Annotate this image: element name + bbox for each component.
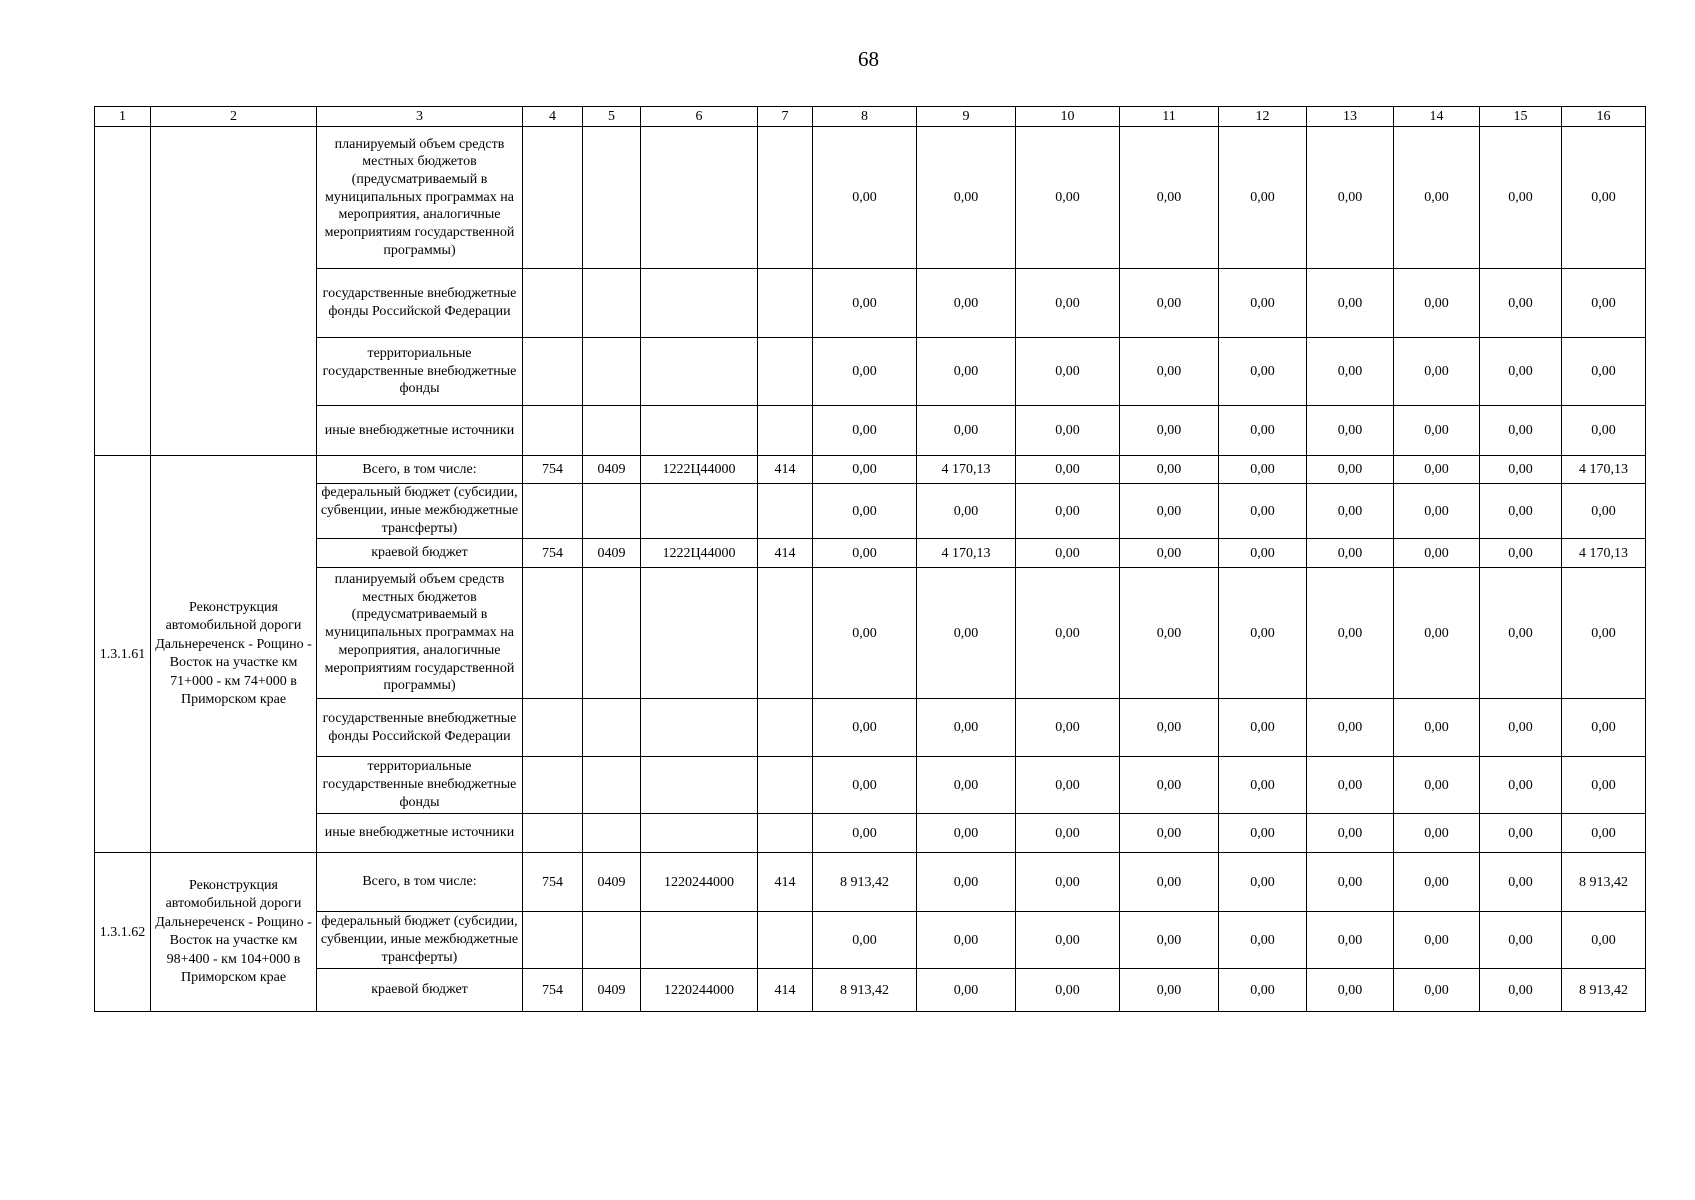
value-cell: 0,00: [1016, 406, 1120, 456]
funding-source-cell: Всего, в том числе:: [317, 853, 523, 912]
value-cell: 0,00: [1016, 484, 1120, 539]
value-cell: 0,00: [813, 456, 917, 484]
table-row: [95, 456, 1646, 484]
value-cell: 0,00: [813, 539, 917, 568]
target-code-cell: [641, 406, 758, 456]
expense-type-cell: [758, 757, 813, 814]
value-cell: 0,00: [1307, 912, 1394, 969]
target-code-cell: [641, 568, 758, 699]
funding-source-cell: государственные внебюджетные фонды Российской Федерации: [317, 269, 523, 338]
value-cell: 0,00: [813, 406, 917, 456]
value-cell: 0,00: [1016, 456, 1120, 484]
value-cell: 0,00: [1120, 338, 1219, 406]
admin-code-cell: 754: [523, 853, 583, 912]
value-cell: 0,00: [1394, 127, 1480, 269]
value-cell: 0,00: [1562, 814, 1646, 853]
table-row: [95, 338, 1646, 406]
value-cell: 0,00: [1219, 757, 1307, 814]
value-cell: 0,00: [917, 699, 1016, 757]
target-code-cell: 1222Ц44000: [641, 539, 758, 568]
value-cell: 0,00: [1016, 269, 1120, 338]
expense-type-cell: [758, 568, 813, 699]
value-cell: 4 170,13: [917, 539, 1016, 568]
admin-code-cell: [523, 699, 583, 757]
admin-code-cell: [523, 484, 583, 539]
value-cell: 0,00: [1219, 912, 1307, 969]
value-cell: 0,00: [1394, 539, 1480, 568]
header-row: [95, 107, 1646, 127]
value-cell: 0,00: [1219, 853, 1307, 912]
value-cell: 0,00: [1394, 912, 1480, 969]
table-body: [95, 127, 1646, 1012]
value-cell: 0,00: [1016, 969, 1120, 1012]
value-cell: 0,00: [813, 484, 917, 539]
value-cell: 0,00: [1562, 757, 1646, 814]
section-code-cell: [583, 757, 641, 814]
value-cell: 0,00: [1307, 269, 1394, 338]
admin-code-cell: [523, 814, 583, 853]
value-cell: 0,00: [1480, 699, 1562, 757]
value-cell: 0,00: [1562, 338, 1646, 406]
value-cell: 0,00: [1016, 338, 1120, 406]
column-header: 3: [317, 107, 523, 127]
value-cell: 0,00: [1016, 757, 1120, 814]
value-cell: 0,00: [1219, 568, 1307, 699]
expense-type-cell: [758, 338, 813, 406]
target-code-cell: 1220244000: [641, 969, 758, 1012]
value-cell: 0,00: [1120, 568, 1219, 699]
value-cell: 0,00: [1394, 814, 1480, 853]
value-cell: 0,00: [1307, 127, 1394, 269]
value-cell: 0,00: [917, 338, 1016, 406]
section-code-cell: [583, 484, 641, 539]
value-cell: 0,00: [917, 912, 1016, 969]
value-cell: 0,00: [1219, 969, 1307, 1012]
funding-source-cell: планируемый объем средств местных бюджетов (предусматриваемый в муниципальных программах на мероприятия, аналогичные мероприятиям государственной программы): [317, 568, 523, 699]
item-name-cell: [151, 127, 317, 456]
value-cell: 0,00: [1120, 127, 1219, 269]
value-cell: 0,00: [1480, 539, 1562, 568]
expense-type-cell: [758, 269, 813, 338]
value-cell: 0,00: [917, 127, 1016, 269]
value-cell: 0,00: [1394, 969, 1480, 1012]
funding-source-cell: территориальные государственные внебюджетные фонды: [317, 338, 523, 406]
value-cell: 0,00: [1120, 814, 1219, 853]
value-cell: 0,00: [813, 338, 917, 406]
expense-type-cell: 414: [758, 456, 813, 484]
table-row: [95, 484, 1646, 539]
admin-code-cell: [523, 269, 583, 338]
value-cell: 0,00: [1219, 814, 1307, 853]
admin-code-cell: 754: [523, 969, 583, 1012]
target-code-cell: 1220244000: [641, 853, 758, 912]
value-cell: 0,00: [1120, 484, 1219, 539]
value-cell: 0,00: [1480, 269, 1562, 338]
admin-code-cell: [523, 912, 583, 969]
value-cell: 4 170,13: [917, 456, 1016, 484]
value-cell: 0,00: [1307, 456, 1394, 484]
value-cell: 4 170,13: [1562, 456, 1646, 484]
section-code-cell: 0409: [583, 456, 641, 484]
value-cell: 0,00: [1394, 456, 1480, 484]
value-cell: 0,00: [1120, 406, 1219, 456]
value-cell: 8 913,42: [1562, 969, 1646, 1012]
value-cell: 0,00: [1394, 338, 1480, 406]
funding-source-cell: краевой бюджет: [317, 539, 523, 568]
expense-type-cell: [758, 406, 813, 456]
value-cell: 0,00: [1120, 969, 1219, 1012]
value-cell: 0,00: [1480, 814, 1562, 853]
table-row: [95, 406, 1646, 456]
value-cell: 0,00: [917, 269, 1016, 338]
target-code-cell: [641, 338, 758, 406]
value-cell: 0,00: [1219, 338, 1307, 406]
value-cell: 0,00: [1562, 269, 1646, 338]
value-cell: 0,00: [813, 912, 917, 969]
expense-type-cell: [758, 484, 813, 539]
target-code-cell: [641, 484, 758, 539]
value-cell: 0,00: [1307, 568, 1394, 699]
column-header: 11: [1120, 107, 1219, 127]
funding-source-cell: государственные внебюджетные фонды Российской Федерации: [317, 699, 523, 757]
value-cell: 0,00: [1394, 699, 1480, 757]
item-number-cell: 1.3.1.62: [95, 853, 151, 1012]
value-cell: 0,00: [1219, 456, 1307, 484]
value-cell: 0,00: [813, 269, 917, 338]
value-cell: 0,00: [1480, 853, 1562, 912]
value-cell: 0,00: [1394, 568, 1480, 699]
column-header: 15: [1480, 107, 1562, 127]
value-cell: 0,00: [1219, 484, 1307, 539]
value-cell: 0,00: [1562, 699, 1646, 757]
value-cell: 0,00: [1120, 853, 1219, 912]
section-code-cell: [583, 127, 641, 269]
section-code-cell: [583, 814, 641, 853]
admin-code-cell: [523, 568, 583, 699]
table-row: [95, 699, 1646, 757]
value-cell: 0,00: [917, 484, 1016, 539]
value-cell: 0,00: [1307, 853, 1394, 912]
section-code-cell: 0409: [583, 853, 641, 912]
value-cell: 0,00: [1307, 484, 1394, 539]
value-cell: 0,00: [1120, 699, 1219, 757]
target-code-cell: [641, 699, 758, 757]
value-cell: 4 170,13: [1562, 539, 1646, 568]
value-cell: 0,00: [1394, 406, 1480, 456]
section-code-cell: [583, 568, 641, 699]
funding-source-cell: краевой бюджет: [317, 969, 523, 1012]
value-cell: 0,00: [1016, 539, 1120, 568]
column-header: 9: [917, 107, 1016, 127]
value-cell: 0,00: [1394, 484, 1480, 539]
value-cell: 0,00: [1480, 912, 1562, 969]
target-code-cell: [641, 814, 758, 853]
value-cell: 0,00: [1562, 484, 1646, 539]
column-header: 2: [151, 107, 317, 127]
expense-type-cell: 414: [758, 539, 813, 568]
value-cell: 0,00: [813, 814, 917, 853]
page-number: 68: [858, 47, 879, 71]
expense-type-cell: [758, 814, 813, 853]
target-code-cell: 1222Ц44000: [641, 456, 758, 484]
column-header: 1: [95, 107, 151, 127]
value-cell: 0,00: [1394, 269, 1480, 338]
value-cell: 0,00: [917, 814, 1016, 853]
value-cell: 0,00: [1480, 127, 1562, 269]
value-cell: 0,00: [813, 568, 917, 699]
value-cell: 0,00: [1120, 912, 1219, 969]
target-code-cell: [641, 912, 758, 969]
target-code-cell: [641, 127, 758, 269]
value-cell: 0,00: [1307, 969, 1394, 1012]
table-row: [95, 757, 1646, 814]
funding-source-cell: федеральный бюджет (субсидии, субвенции, иные межбюджетные трансферты): [317, 484, 523, 539]
table-row: [95, 539, 1646, 568]
value-cell: 0,00: [1480, 456, 1562, 484]
admin-code-cell: [523, 406, 583, 456]
value-cell: 0,00: [1307, 814, 1394, 853]
column-header: 12: [1219, 107, 1307, 127]
value-cell: 0,00: [1219, 127, 1307, 269]
target-code-cell: [641, 269, 758, 338]
value-cell: 0,00: [1480, 406, 1562, 456]
expense-type-cell: [758, 912, 813, 969]
column-header: 5: [583, 107, 641, 127]
value-cell: 0,00: [813, 757, 917, 814]
value-cell: 0,00: [917, 406, 1016, 456]
value-cell: 0,00: [1394, 757, 1480, 814]
value-cell: 0,00: [1120, 539, 1219, 568]
table-row: [95, 912, 1646, 969]
expense-type-cell: 414: [758, 969, 813, 1012]
expense-type-cell: [758, 699, 813, 757]
value-cell: 0,00: [1016, 853, 1120, 912]
value-cell: 0,00: [1480, 969, 1562, 1012]
column-header: 14: [1394, 107, 1480, 127]
value-cell: 0,00: [1480, 568, 1562, 699]
value-cell: 0,00: [1307, 338, 1394, 406]
funding-source-cell: планируемый объем средств местных бюджетов (предусматриваемый в муниципальных программах на мероприятия, аналогичные мероприятиям государственной программы): [317, 127, 523, 269]
funding-source-cell: иные внебюджетные источники: [317, 814, 523, 853]
value-cell: 0,00: [1120, 456, 1219, 484]
value-cell: 8 913,42: [813, 853, 917, 912]
value-cell: 0,00: [1219, 539, 1307, 568]
admin-code-cell: [523, 127, 583, 269]
funding-source-cell: территориальные государственные внебюджетные фонды: [317, 757, 523, 814]
value-cell: 0,00: [1307, 539, 1394, 568]
column-header: 13: [1307, 107, 1394, 127]
item-number-cell: [95, 127, 151, 456]
value-cell: 0,00: [1480, 757, 1562, 814]
value-cell: 0,00: [1562, 568, 1646, 699]
value-cell: 0,00: [813, 127, 917, 269]
column-header: 10: [1016, 107, 1120, 127]
item-name-cell: Реконструкция автомобильной дороги Дальнереченск - Рощино - Восток на участке км 98+400 - км 104+000 в Приморском крае: [151, 853, 317, 1012]
value-cell: 0,00: [813, 699, 917, 757]
value-cell: 0,00: [1016, 699, 1120, 757]
target-code-cell: [641, 757, 758, 814]
value-cell: 0,00: [917, 757, 1016, 814]
value-cell: 0,00: [1016, 568, 1120, 699]
section-code-cell: [583, 912, 641, 969]
table-row: [95, 814, 1646, 853]
admin-code-cell: 754: [523, 456, 583, 484]
value-cell: 0,00: [1562, 406, 1646, 456]
funding-source-cell: федеральный бюджет (субсидии, субвенции, иные межбюджетные трансферты): [317, 912, 523, 969]
section-code-cell: [583, 406, 641, 456]
value-cell: 0,00: [1480, 338, 1562, 406]
value-cell: 0,00: [1120, 269, 1219, 338]
table-row: [95, 568, 1646, 699]
value-cell: 0,00: [1307, 406, 1394, 456]
value-cell: 0,00: [1219, 269, 1307, 338]
value-cell: 0,00: [1562, 127, 1646, 269]
section-code-cell: 0409: [583, 969, 641, 1012]
value-cell: 0,00: [1307, 757, 1394, 814]
section-code-cell: 0409: [583, 539, 641, 568]
admin-code-cell: [523, 338, 583, 406]
admin-code-cell: 754: [523, 539, 583, 568]
funding-source-cell: иные внебюджетные источники: [317, 406, 523, 456]
value-cell: 0,00: [1016, 912, 1120, 969]
table-row: [95, 969, 1646, 1012]
table-row: [95, 269, 1646, 338]
column-header: 4: [523, 107, 583, 127]
value-cell: 0,00: [917, 969, 1016, 1012]
column-header: 16: [1562, 107, 1646, 127]
table-header: [95, 107, 1646, 127]
value-cell: 0,00: [1219, 699, 1307, 757]
column-header: 6: [641, 107, 758, 127]
value-cell: 0,00: [1307, 699, 1394, 757]
value-cell: 0,00: [917, 568, 1016, 699]
expense-type-cell: [758, 127, 813, 269]
item-name-cell: Реконструкция автомобильной дороги Дальнереченск - Рощино - Восток на участке км 71+000 - км 74+000 в Приморском крае: [151, 456, 317, 853]
value-cell: 0,00: [1120, 757, 1219, 814]
budget-table: [94, 106, 1646, 1012]
value-cell: 0,00: [1394, 853, 1480, 912]
value-cell: 0,00: [1016, 127, 1120, 269]
section-code-cell: [583, 269, 641, 338]
item-number-cell: 1.3.1.61: [95, 456, 151, 853]
section-code-cell: [583, 338, 641, 406]
value-cell: 0,00: [1480, 484, 1562, 539]
admin-code-cell: [523, 757, 583, 814]
funding-source-cell: Всего, в том числе:: [317, 456, 523, 484]
column-header: 8: [813, 107, 917, 127]
value-cell: 0,00: [1219, 406, 1307, 456]
value-cell: 8 913,42: [813, 969, 917, 1012]
value-cell: 8 913,42: [1562, 853, 1646, 912]
value-cell: 0,00: [917, 853, 1016, 912]
table-row: [95, 127, 1646, 269]
section-code-cell: [583, 699, 641, 757]
expense-type-cell: 414: [758, 853, 813, 912]
value-cell: 0,00: [1016, 814, 1120, 853]
table-row: [95, 853, 1646, 912]
column-header: 7: [758, 107, 813, 127]
value-cell: 0,00: [1562, 912, 1646, 969]
